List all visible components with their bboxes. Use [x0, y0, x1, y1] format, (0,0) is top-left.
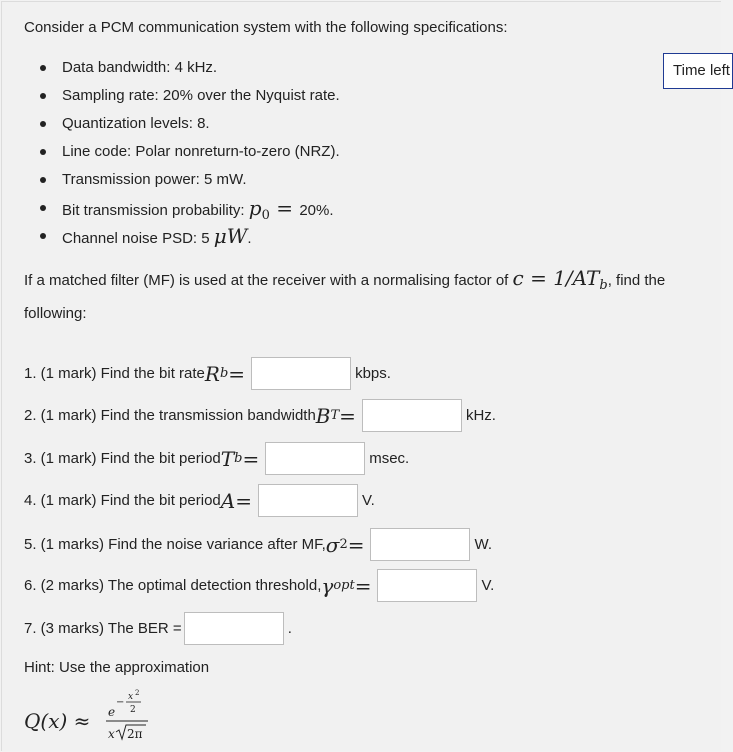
amplitude-input[interactable]: [258, 484, 358, 517]
spec-list: [24, 54, 340, 250]
bit-period-input[interactable]: [265, 442, 365, 475]
question-7: 7. (3 marks) The BER = .: [24, 612, 292, 645]
question-2: 2. (1 mark) Find the transmission bandwidth B T = kHz.: [24, 399, 496, 432]
formula-lhs: Q(x) ≈: [24, 709, 91, 733]
spec-item-bit-probability: Bit transmission probability: $p_0 = 20\%$.: [24, 194, 340, 222]
bullet-icon: [40, 149, 46, 155]
time-left-label: Time left: [673, 62, 730, 79]
time-left-box: [663, 53, 733, 89]
instruction-paragraph: If a matched filter (MF) is used at the receiver with a normalising factor of $c = 1/AT_b$, find the following:: [24, 266, 666, 322]
formula-exp-sup: 2: [135, 689, 140, 697]
bullet-icon: [40, 205, 46, 211]
formula-exp-den: 2: [130, 705, 136, 715]
spec-item: Line code: Polar nonreturn-to-zero (NRZ).: [24, 138, 340, 166]
spec-item-noise-psd: Channel noise PSD: 5 μW.: [24, 222, 340, 250]
bullet-icon: [40, 177, 46, 183]
spec-item: Quantization levels: 8.: [24, 110, 340, 138]
noise-variance-input[interactable]: [370, 528, 470, 561]
svg-text:−: −: [116, 697, 125, 708]
bit-rate-input[interactable]: [251, 357, 351, 390]
formula-den-x: x: [108, 727, 115, 741]
spec-item: Sampling rate: 20% over the Nyquist rate.: [24, 82, 340, 110]
spec-item: Transmission power: 5 mW.: [24, 166, 340, 194]
question-6: 6. (2 marks) The optimal detection threshold, γ opt = V.: [24, 569, 494, 602]
question-4: 4. (1 mark) Find the bit period A = V.: [24, 484, 375, 517]
q-function-formula: [24, 690, 224, 752]
question-5: 5. (1 marks) Find the noise variance after MF, σ 2 = W.: [24, 528, 492, 561]
bullet-icon: [40, 65, 46, 71]
formula-base: e: [108, 705, 116, 719]
question-page: [1, 1, 730, 751]
question-3: 3. (1 mark) Find the bit period T b = msec.: [24, 442, 409, 475]
formula-den-root: 2π: [127, 727, 143, 741]
formula-exp-num: x: [128, 692, 134, 702]
bullet-icon: [40, 121, 46, 127]
threshold-input[interactable]: [377, 569, 477, 602]
bullet-icon: [40, 233, 46, 239]
hint-text: Hint: Use the approximation: [24, 659, 210, 676]
bandwidth-input[interactable]: [362, 399, 462, 432]
spec-item: Data bandwidth: 4 kHz.: [24, 54, 340, 82]
question-1: 1. (1 mark) Find the bit rate R b = kbps.: [24, 357, 391, 390]
formula-graphic: [24, 690, 224, 748]
intro-text: Consider a PCM communication system with the following specifications:: [24, 19, 508, 36]
bullet-icon: [40, 93, 46, 99]
ber-input[interactable]: [184, 612, 284, 645]
